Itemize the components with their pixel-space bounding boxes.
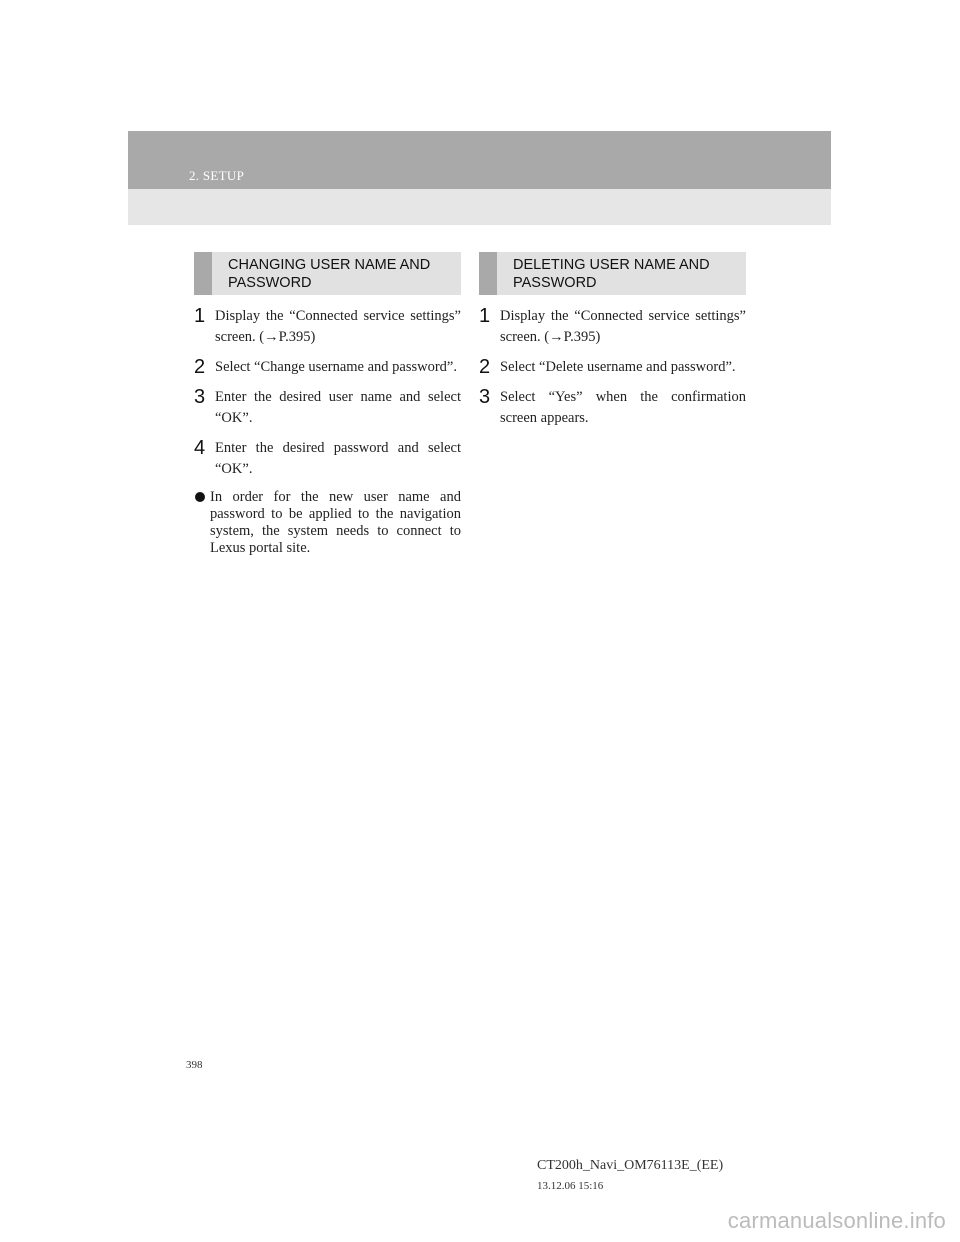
step-number: 2 xyxy=(479,356,491,378)
step-item xyxy=(194,438,461,480)
right-column xyxy=(479,252,746,438)
page-number: 398 xyxy=(186,1059,203,1071)
document-date: 13.12.06 15:16 xyxy=(537,1180,604,1192)
step-item xyxy=(479,357,746,378)
step-number: 1 xyxy=(479,305,491,327)
deleting-section-heading xyxy=(479,252,746,295)
step-number: 3 xyxy=(194,386,206,408)
step-text: Display the “Connected service settings” screen. (→P.395) xyxy=(215,308,461,345)
deleting-section-title: DELETING USER NAME AND PASSWORD xyxy=(513,257,710,291)
step-text: Select “Delete username and password”. xyxy=(500,359,736,375)
step-text: Enter the desired user name and select “OK”. xyxy=(215,389,461,426)
watermark[interactable]: carmanualsonline.info xyxy=(727,1208,946,1233)
step-item xyxy=(194,387,461,429)
changing-section-title: CHANGING USER NAME AND PASSWORD xyxy=(228,257,431,291)
document-code: CT200h_Navi_OM76113E_(EE) xyxy=(537,1158,724,1173)
heading-accent-bar xyxy=(479,252,497,295)
step-item xyxy=(479,387,746,429)
changing-steps xyxy=(194,306,461,480)
note-item xyxy=(194,489,461,557)
deleting-steps xyxy=(479,306,746,429)
section-header xyxy=(128,131,831,189)
section-header-title: 2. SETUP xyxy=(189,168,245,183)
step-text: Select “Yes” when the confirmation screen appears. xyxy=(500,389,746,426)
changing-section-heading xyxy=(194,252,461,295)
step-number: 2 xyxy=(194,356,206,378)
step-number: 3 xyxy=(479,386,491,408)
step-item xyxy=(479,306,746,348)
step-number: 4 xyxy=(194,437,206,459)
section-subheader-band xyxy=(128,189,831,225)
heading-accent-bar xyxy=(194,252,212,295)
step-number: 1 xyxy=(194,305,206,327)
left-column xyxy=(194,252,461,557)
step-text: Enter the desired password and select “OK”. xyxy=(215,440,461,477)
step-item xyxy=(194,306,461,348)
note-text: In order for the new user name and password to be applied to the navigation system, the system needs to connect to Lexus portal site. xyxy=(210,489,461,556)
step-item xyxy=(194,357,461,378)
step-text: Display the “Connected service settings” screen. (→P.395) xyxy=(500,308,746,345)
step-text: Select “Change username and password”. xyxy=(215,359,457,375)
bullet-icon xyxy=(195,492,205,502)
